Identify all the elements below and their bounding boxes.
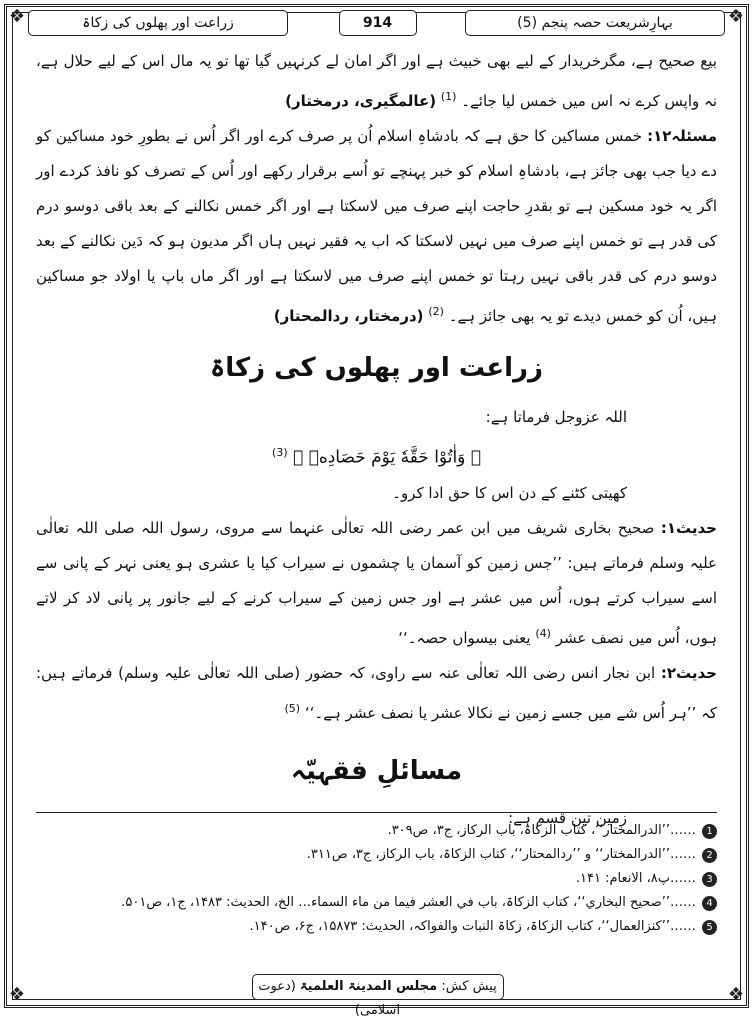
footnote-item: 3 ……پ۸، الانعام: ۱۴۱. bbox=[36, 867, 717, 891]
footnote-item: 2 ……’’الدرالمختار‘‘ و ’’ردالمحتار‘‘، کتاب الزکاۃ، باب الرکاز، ج۳، ص۳۱۱. bbox=[36, 843, 717, 867]
masala-12: مسئلہ۱۲: خمس مساکین کا حق ہے کہ بادشاہِ اسلام اُن پر صرف کرے اور اگر اُس نے بطورِ خود مساکین کو دے دیا جب بھی جائز ہے، بادشاہِ اسلام کو خبر پہنچے تو اُسے برقرار رکھے اور اُس کے تصرف کو نافذ کردے اور اگر یہ خود مسکین ہے تو بقدرِ حاجت اپنے صرف میں لاسکتا ہے اور اگر خمس نکالنے کے بعد باقی دوسو درم کی قدر ہے تو خمس اپنے صرف میں نہیں لاسکتا کہ اب یہ فقیر نہیں ہاں اگر مدیون ہو کہ دَین نکالنے کے بعد دوسو درم کی قدر باقی نہیں رہتا تو خمس اپنے صرف میں لاسکتا ہے اور اگر ماں باپ یا اولاد جو مساکین ہیں، اُن کو خمس دیدے تو یہ بھی جائز ہے۔ $^{(2)}$ (درمختار، ردالمحتار) bbox=[36, 127, 717, 325]
verse-translation: کھیتی کٹنے کے دن اس کا حق ادا کرو۔ bbox=[392, 483, 627, 502]
footnotes bbox=[36, 812, 717, 939]
footnote-number: 3 bbox=[702, 872, 717, 887]
section-heading: مسائلِ فقہیّہ bbox=[290, 755, 463, 786]
footnote-number: 5 bbox=[702, 920, 717, 935]
corner-ornament-icon: ❖ bbox=[8, 984, 26, 1005]
corner-ornament-icon: ❖ bbox=[727, 984, 745, 1005]
footnote-ref: (4) bbox=[535, 626, 551, 640]
footer-prefix: پیش کش: bbox=[441, 979, 497, 994]
corner-ornament-icon: ❖ bbox=[8, 6, 26, 27]
footnote-number: 4 bbox=[702, 896, 717, 911]
quran-verse: ﴿ وَاٰتُوْا حَقَّهٗ يَوْمَ حَصَادِهٖ ﴾ $^{(3)}$ bbox=[272, 446, 481, 468]
page-number: 914 bbox=[339, 10, 417, 36]
publisher-name: مجلس المدینۃ العلمیۃ bbox=[300, 979, 438, 994]
hadith-label: حدیث۱: bbox=[660, 518, 717, 537]
footnote-item: 4 ……’’صحیح البخاري‘‘، کتاب الزکاۃ، باب في العشر فیما من ماء السماء… الخ، الحدیث: ۱۴۸۳، ج۱، ص۵۰۱. bbox=[36, 891, 717, 915]
land-types-intro: زمین تین قسم ہے: bbox=[508, 808, 627, 827]
footnote-ref: (5) bbox=[284, 701, 301, 715]
quran-intro: اللہ عزوجل فرماتا ہے: bbox=[485, 408, 627, 426]
corner-ornament-icon: ❖ bbox=[727, 6, 745, 27]
footer-suffix: (دعوت اسلامی) bbox=[258, 979, 401, 1018]
footnote-ref: (2) bbox=[428, 305, 444, 318]
footnote-number: 1 bbox=[702, 824, 717, 839]
main-content bbox=[36, 44, 717, 836]
footnote-number: 2 bbox=[702, 848, 717, 863]
footnote-ref: (1) bbox=[440, 90, 457, 103]
footnote-item: 1 ……’’الدرالمختار‘‘، کتاب الزکاۃ، باب الرکاز، ج۳، ص۳۰۹. bbox=[36, 819, 717, 843]
hadith-label: حدیث۲: bbox=[660, 663, 717, 682]
paragraph-1: بیع صحیح ہے، مگرخریدار کے لیے بھی خبیث ہے اور اگر امان لے کرنہیں گیا تھا تو یہ مال اس کے لیے حلال ہے، نہ واپس کرے نہ اس میں خمس لیا جائے۔ $^{(1)}$ (عالمگیری، درمختار) bbox=[36, 52, 717, 110]
chapter-title: زراعت اور پھلوں کی زکاۃ bbox=[28, 10, 288, 36]
section-heading: زراعت اور پھلوں کی زکاۃ bbox=[210, 353, 543, 383]
masala-label: مسئلہ۱۲: bbox=[647, 127, 717, 145]
page-footer bbox=[252, 974, 504, 1018]
source-citation: (عالمگیری، درمختار) bbox=[285, 92, 437, 110]
book-title: بہارِشریعت حصہ پنجم (5) bbox=[465, 10, 725, 36]
footnote-ref: (3) bbox=[272, 446, 288, 459]
hadith-1: حدیث۱: صحیح بخاری شریف میں ابن عمر رضی اللہ تعالٰی عنہما سے مروی، رسول اللہ صلی اللہ تعالٰی علیہ وسلم فرماتے ہیں: ’’جس زمین کو آسمان یا چشموں نے سیراب کیا یا عشری ہو یعنی نہر کے پانی سے اسے سیراب کرتے ہوں، اُس میں عشر ہے اور جس زمین کے سیراب کرنے کے لیے جانور پر پانی لاد کر لاتے ہوں، اُس میں نصف عشر $^{(4)}$ یعنی بیسواں حصہ۔‘‘ bbox=[36, 518, 717, 647]
footnote-item: 5 ……’’کنزالعمال‘‘، کتاب الزکاۃ، زکاۃ النبات والفواکہ، الحدیث: ۱۵۸۷۳، ج۶، ص۱۴۰. bbox=[36, 915, 717, 939]
source-citation: (درمختار، ردالمحتار) bbox=[273, 307, 424, 325]
page-header bbox=[28, 10, 725, 36]
hadith-2: حدیث۲: ابن نجار انس رضی اللہ تعالٰی عنہ سے راوی، کہ حضور (صلی اللہ تعالٰی علیہ وسلم) فرماتے ہیں: کہ ’’ہر اُس شے میں جسے زمین نے نکالا عشر یا نصف عشر ہے۔‘‘ $^{(5)}$ bbox=[36, 663, 717, 722]
